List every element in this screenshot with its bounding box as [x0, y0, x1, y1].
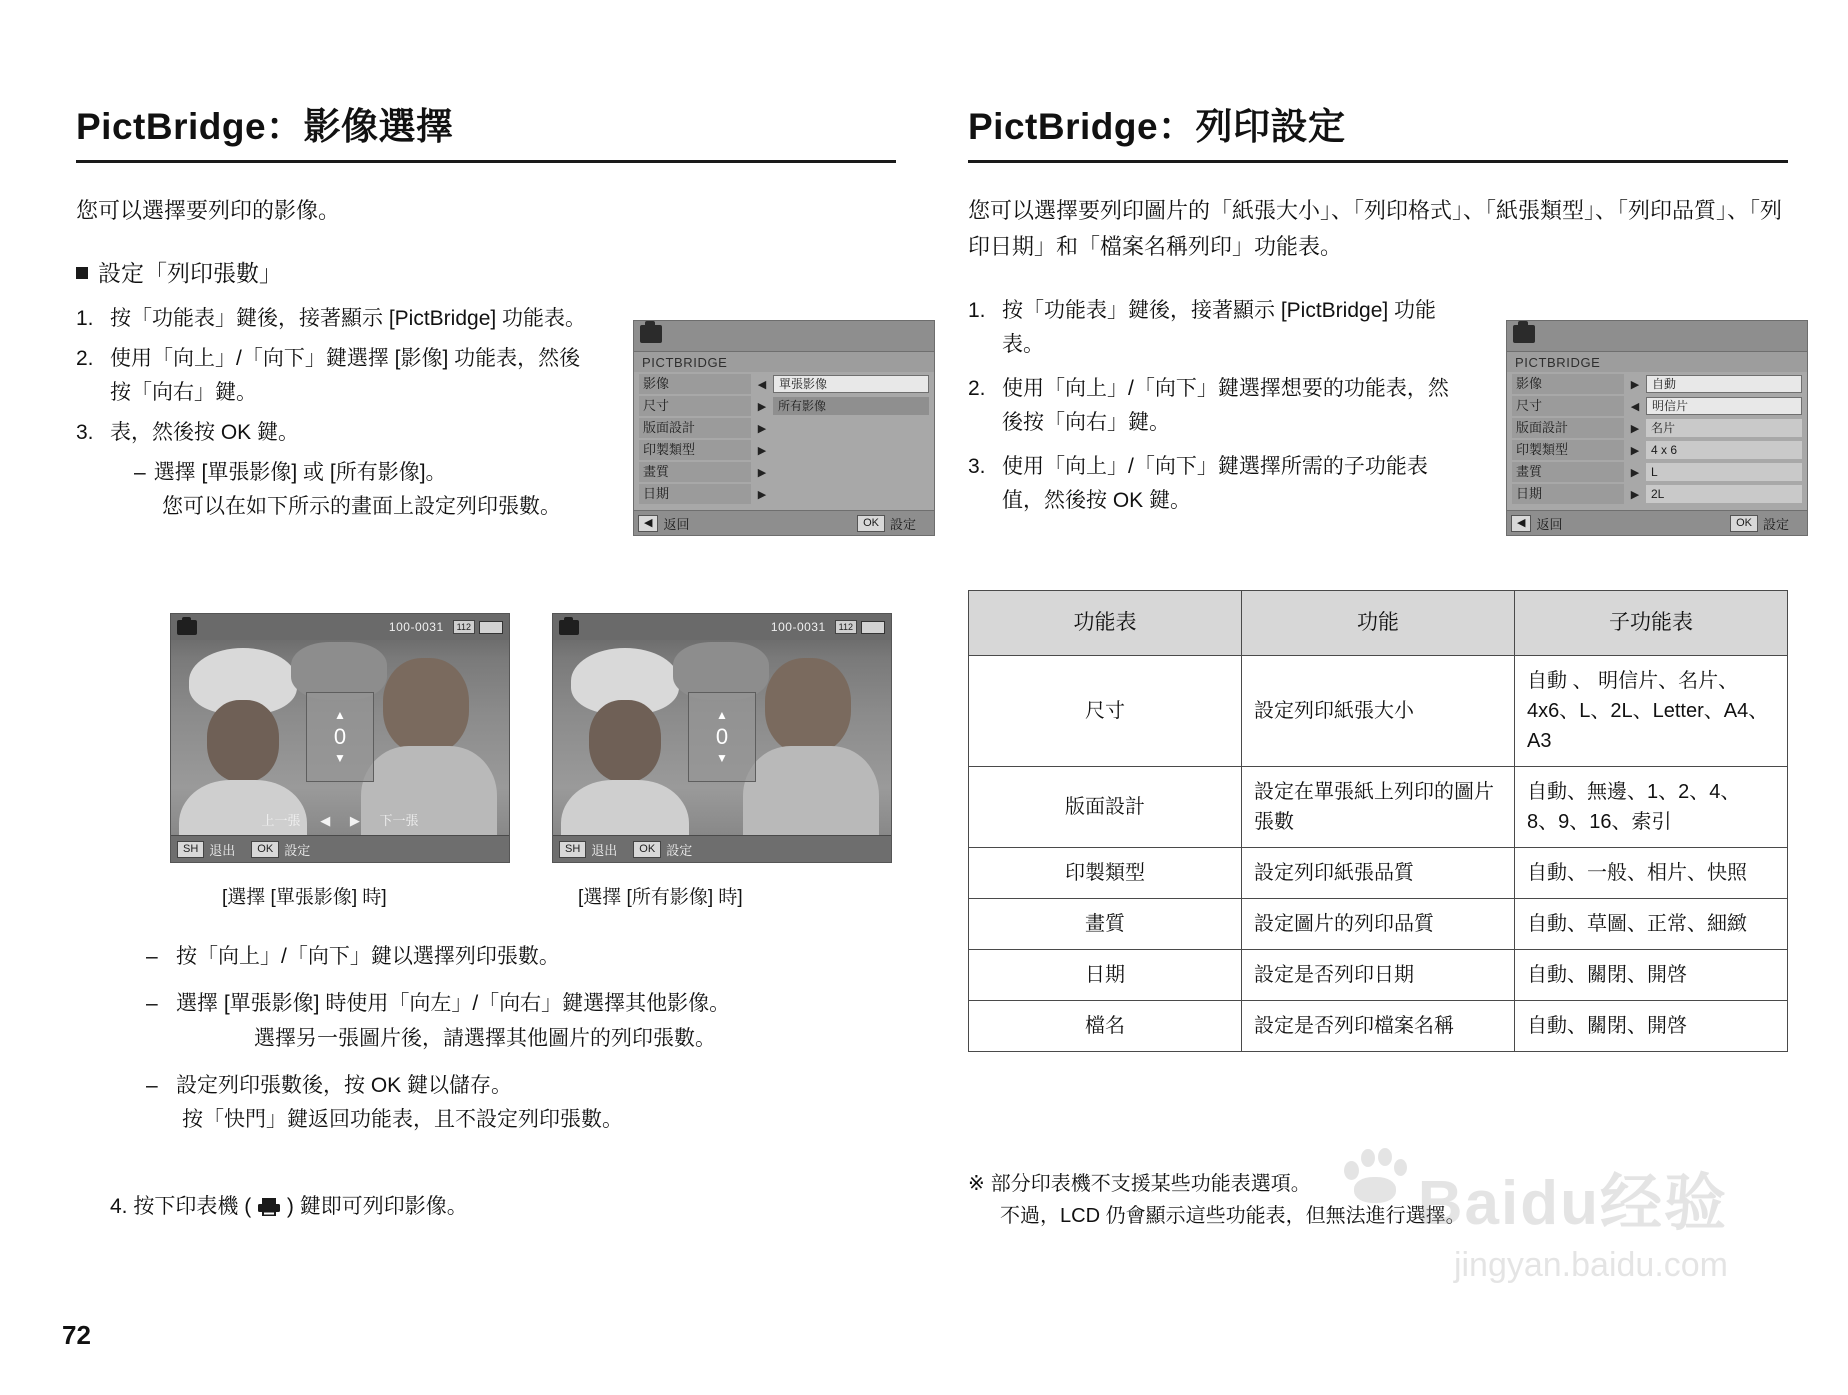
table-row: [969, 949, 1788, 1000]
square-bullet-icon: [76, 267, 88, 279]
exit-label: 退出: [209, 842, 236, 858]
lcd-row-value: 明信片: [1646, 397, 1802, 415]
card-icon: 112: [835, 620, 857, 634]
cell-menu: 尺寸: [969, 655, 1242, 766]
lcd-row: [1512, 418, 1802, 438]
photo-caption-single: [選擇 [單張影像] 時]: [222, 887, 387, 908]
lcd-row: [1512, 374, 1802, 394]
ok-label: 設定: [889, 516, 916, 532]
cell-submenu: 自動、關閉、開啓: [1515, 949, 1788, 1000]
note-line-2: 不過，LCD 仍會顯示這些功能表，但無法進行選擇。: [1000, 1205, 1466, 1228]
left-lead-text: 您可以選擇要列印的影像。: [76, 198, 341, 223]
table-row: [969, 847, 1788, 898]
chevron-icon: ▶: [1630, 488, 1640, 501]
table-row: [969, 898, 1788, 949]
ok-key-icon: OK: [251, 841, 279, 858]
lcd-row-value: [773, 485, 929, 503]
exit-label: 退出: [591, 842, 618, 858]
dash-text: 設定列印張數後，按 OK 鍵以儲存。: [176, 1073, 513, 1097]
lcd-row-name: 影像: [639, 374, 751, 394]
dash-text-cont: 選擇另一張圖片後，請選擇其他圖片的列印張數。: [254, 1026, 716, 1050]
list-item: [968, 450, 1468, 518]
back-label: 返回: [663, 516, 690, 532]
list-item: [76, 342, 596, 410]
photo-scene: [553, 640, 891, 832]
lcd-footer: [634, 510, 934, 535]
table-row: [969, 1000, 1788, 1051]
file-number: 100-0031: [388, 620, 444, 634]
photo-header: [171, 614, 509, 640]
list-item: [142, 940, 902, 975]
step-text: 按「功能表」鍵後，接著顯示 [PictBridge] 功能表。: [1002, 299, 1437, 357]
lcd-row-value: 所有影像: [773, 397, 929, 415]
table-head: [969, 591, 1788, 656]
ok-key-icon: OK: [633, 841, 661, 858]
step-text: 按「功能表」鍵後，接著顯示 [PictBridge] 功能表。: [110, 306, 587, 330]
right-lead-text: 您可以選擇要列印圖片的「紙張大小」、「列印格式」、「紙張類型」、「列印品質」、「列印日期」和「檔案名稱列印」功能表。: [968, 198, 1783, 259]
cell-submenu: 自動、關閉、開啓: [1515, 1000, 1788, 1051]
lcd-row-value: [773, 463, 929, 481]
back-label: 返回: [1536, 516, 1563, 532]
step-text: 使用「向上」/「向下」鍵選擇所需的子功能表值，然後按 OK 鍵。: [1002, 455, 1428, 513]
face-shape: [589, 700, 661, 782]
shutter-key-icon: SH: [177, 841, 204, 858]
chevron-icon: ▶: [757, 422, 767, 435]
lcd-row-value: L: [1646, 463, 1802, 481]
list-item: [76, 302, 596, 336]
lcd-row-name: 印製類型: [639, 440, 751, 460]
step-number: 1.: [76, 306, 94, 330]
left-arrow-icon: ◀: [320, 813, 331, 828]
cell-function: 設定圖片的列印品質: [1242, 898, 1515, 949]
lcd-row-value: [773, 419, 929, 437]
lcd-rows: [1507, 372, 1807, 510]
col-header-menu: 功能表: [969, 591, 1242, 656]
dash-text-cont2: 按「快門」鍵返回功能表，且不設定列印張數。: [182, 1108, 623, 1132]
lcd-row-name: 版面設計: [1512, 418, 1624, 438]
chevron-icon: ▶: [757, 444, 767, 457]
step-text-b: ) 鍵即可列印影像。: [286, 1195, 468, 1218]
photo-preview-single: [170, 613, 510, 863]
table-row: [969, 766, 1788, 847]
lcd-row: [1512, 462, 1802, 482]
cell-function: 設定列印紙張品質: [1242, 847, 1515, 898]
chevron-down-icon: ▼: [334, 751, 346, 765]
quantity-value: 0: [715, 724, 729, 749]
chevron-icon: ▶: [1630, 466, 1640, 479]
back-key-icon: ◀: [1511, 515, 1531, 532]
lcd-row-name: 尺寸: [1512, 396, 1624, 416]
list-item: [968, 294, 1468, 362]
dash-text: 選擇 [單張影像] 時使用「向左」/「向右」鍵選擇其他影像。: [176, 991, 731, 1015]
watermark-url: jingyan.baidu.com: [1453, 1246, 1728, 1284]
photo-footer: [171, 835, 509, 862]
quantity-value: 0: [333, 724, 347, 749]
note-line-1: 部分印表機不支援某些功能表選項。: [990, 1173, 1311, 1195]
lcd-row-name: 影像: [1512, 374, 1624, 394]
photo-preview-all: [552, 613, 892, 863]
dash-marker: –: [146, 1073, 158, 1097]
lcd-mode-label: PICTBRIDGE: [1507, 352, 1807, 372]
chevron-icon: ▶: [757, 488, 767, 501]
lcd-footer: [1507, 510, 1807, 535]
chevron-icon: ◀: [1630, 400, 1640, 413]
lcd-row: [1512, 440, 1802, 460]
printer-icon: [257, 1197, 281, 1217]
submenu-line-2: 8、9、16、索引: [1527, 810, 1672, 833]
step-text: 使用「向上」/「向下」鍵選擇 [影像] 功能表，然後按「向右」鍵。: [110, 346, 581, 404]
lcd-row: [639, 462, 929, 482]
camera-icon: [177, 620, 197, 635]
submenu-line-1: 自動 、 明信片、名片、: [1527, 669, 1739, 692]
dash-marker: –: [146, 991, 158, 1015]
chevron-up-icon: ▲: [716, 708, 728, 722]
camera-icon: [1513, 325, 1535, 343]
lcd-row-name: 日期: [639, 484, 751, 504]
step-number: 2.: [968, 377, 986, 401]
lcd-row: [1512, 396, 1802, 416]
left-steps-list: [76, 302, 596, 450]
left-step-4: [110, 1190, 468, 1220]
lcd-menu-image-select: [633, 320, 935, 536]
step-text: 使用「向上」/「向下」鍵選擇想要的功能表，然後按「向右」鍵。: [1002, 377, 1449, 435]
dash-marker: –: [146, 945, 158, 968]
note-mark-icon: ※: [968, 1173, 985, 1195]
file-number: 100-0031: [770, 620, 826, 634]
card-icon: 112: [453, 620, 475, 634]
cell-submenu: 自動、草圖、正常、細緻: [1515, 898, 1788, 949]
lcd-rows: [634, 372, 934, 510]
col-header-function: 功能: [1242, 591, 1515, 656]
back-key-icon: ◀: [638, 515, 658, 532]
photo-nav-row: [171, 810, 509, 829]
lcd-row-value: 2L: [1646, 485, 1802, 503]
face-shape-2: [765, 658, 851, 754]
chevron-icon: ▶: [1630, 444, 1640, 457]
face-shape-2: [383, 658, 469, 754]
chevron-icon: ▶: [1630, 422, 1640, 435]
battery-icon: [479, 621, 503, 634]
step-number: 4.: [110, 1195, 128, 1218]
lcd-row-name: 畫質: [639, 462, 751, 482]
lcd-row-value: 單張影像: [773, 375, 929, 393]
table-header-row: [969, 591, 1788, 656]
submenu-line-1: 自動、無邊、1、2、4、: [1527, 780, 1741, 803]
cell-submenu: [1515, 766, 1788, 847]
battery-icon: [861, 621, 885, 634]
dash-marker: –: [134, 460, 146, 484]
step-number: 3.: [968, 455, 986, 479]
prev-label[interactable]: 上一張: [261, 813, 301, 828]
right-page-title: PictBridge：列印設定: [968, 106, 1346, 147]
lcd-row-name: 版面設計: [639, 418, 751, 438]
table-row: [969, 655, 1788, 766]
ok-key-icon: OK: [1730, 515, 1758, 532]
cell-menu: 畫質: [969, 898, 1242, 949]
ok-key-icon: OK: [857, 515, 885, 532]
lcd-row: [639, 484, 929, 504]
list-item: [76, 416, 596, 450]
chevron-down-icon: ▼: [716, 751, 728, 765]
lcd-row: [639, 440, 929, 460]
table-body: [969, 655, 1788, 1051]
watermark-text: Baidu经验: [1417, 1169, 1728, 1238]
lcd-row: [639, 396, 929, 416]
list-item: [968, 372, 1468, 440]
list-item: [142, 987, 902, 1057]
lcd-row: [639, 418, 929, 438]
lcd-row-name: 畫質: [1512, 462, 1624, 482]
chevron-icon: ▶: [757, 466, 767, 479]
left-sub-text-2: 您可以在如下所示的畫面上設定列印張數。: [162, 494, 561, 518]
submenu-line-2: 4x6、L、2L、Letter、A4、A3: [1527, 699, 1769, 752]
left-bullet-heading: [76, 255, 896, 288]
step-number: 3.: [76, 420, 94, 444]
cell-submenu: [1515, 655, 1788, 766]
lcd-row-value: 名片: [1646, 419, 1802, 437]
camera-icon: [640, 325, 662, 343]
cell-function: 設定在單張紙上列印的圖片張數: [1242, 766, 1515, 847]
chevron-up-icon: ▲: [334, 708, 346, 722]
photo-header: [553, 614, 891, 640]
lcd-row-value: [773, 441, 929, 459]
cell-function: 設定是否列印檔案名稱: [1242, 1000, 1515, 1051]
title-divider-right: [968, 160, 1788, 163]
lcd-row-name: 印製類型: [1512, 440, 1624, 460]
cell-menu: 日期: [969, 949, 1242, 1000]
cell-menu: 版面設計: [969, 766, 1242, 847]
left-page-title: PictBridge：影像選擇: [76, 106, 454, 147]
step-number: 2.: [76, 346, 94, 370]
lcd-topbar: [1507, 321, 1807, 352]
list-item: [142, 1069, 902, 1139]
photo-caption-all: [選擇 [所有影像] 時]: [578, 887, 743, 908]
photo-footer: [553, 835, 891, 862]
photo-scene: [171, 640, 509, 832]
lcd-row: [639, 374, 929, 394]
step-text-a: 按下印表機 (: [133, 1195, 252, 1218]
title-divider-left: [76, 160, 896, 163]
print-quantity-selector[interactable]: [688, 692, 756, 782]
lcd-menu-print-setup: [1506, 320, 1808, 536]
ok-label: 設定: [1762, 516, 1789, 532]
cell-menu: 檔名: [969, 1000, 1242, 1051]
left-bullet-label: 設定「列印張數」: [98, 259, 282, 286]
camera-icon: [559, 620, 579, 635]
lcd-mode-label: PICTBRIDGE: [634, 352, 934, 372]
left-sub-text-1: 選擇 [單張影像] 或 [所有影像]。: [153, 460, 447, 484]
left-dash-list: [142, 940, 902, 1150]
page-number: 72: [62, 1320, 91, 1350]
right-arrow-icon: ▶: [349, 813, 360, 828]
shutter-key-icon: SH: [559, 841, 586, 858]
cell-submenu: 自動、一般、相片、快照: [1515, 847, 1788, 898]
chevron-icon: ▶: [757, 400, 767, 413]
set-label: 設定: [284, 842, 311, 858]
cell-function: 設定是否列印日期: [1242, 949, 1515, 1000]
dash-text: 按「向上」/「向下」鍵以選擇列印張數。: [176, 945, 560, 968]
cell-function: 設定列印紙張大小: [1242, 655, 1515, 766]
step-text: 表，然後按 OK 鍵。: [110, 420, 300, 444]
lcd-row-value: 自動: [1646, 375, 1802, 393]
col-header-submenu: 子功能表: [1515, 591, 1788, 656]
menu-reference-table: [968, 590, 1788, 1052]
chevron-icon: ▶: [1630, 378, 1640, 391]
right-footnote: [968, 1168, 1788, 1233]
set-label: 設定: [666, 842, 693, 858]
step-number: 1.: [968, 299, 986, 323]
right-steps-list: [968, 294, 1468, 518]
chevron-icon: ◀: [757, 378, 767, 391]
lcd-topbar: [634, 321, 934, 352]
lcd-row-name: 尺寸: [639, 396, 751, 416]
cell-menu: 印製類型: [969, 847, 1242, 898]
print-quantity-selector[interactable]: [306, 692, 374, 782]
next-label[interactable]: 下一張: [379, 813, 419, 828]
lcd-row-name: 日期: [1512, 484, 1624, 504]
lcd-row-value: 4 x 6: [1646, 441, 1802, 459]
lcd-row: [1512, 484, 1802, 504]
face-shape: [207, 700, 279, 782]
